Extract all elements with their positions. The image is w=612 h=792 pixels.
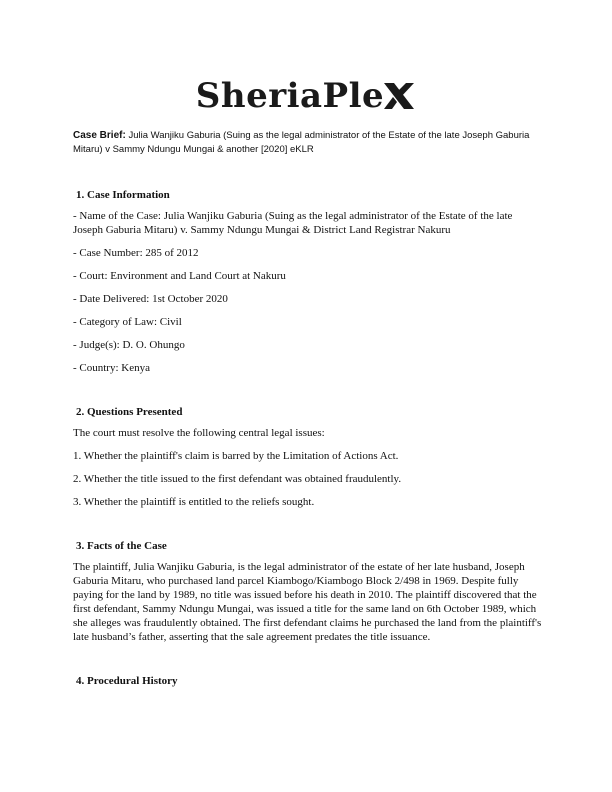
facts-paragraph: The plaintiff, Julia Wanjiku Gaburia, is the legal administrator of the estate of her late husband, Joseph Gaburia Mitaru, who purchased land parcel Kiambogo/Kiambogo Block 2/498 in 1969. Despite fully paying for the land by 1989, no title was issued before his death in 2010. The plaintiff discovered that the first defendant, Sammy Ndungu Mungai, was issued a title for the same land on 6th October 1989, which she alleges was fraudulently obtained. The first defendant claims he purchased the land from the plaintiff's late husband’s father, asserting that the sale agreement predates the title issuance. xyxy=(73,561,542,643)
document-body xyxy=(73,188,543,688)
country: - Country: Kenya xyxy=(73,362,150,374)
section-questions-presented xyxy=(73,405,543,509)
case-brief-title xyxy=(73,129,553,156)
question-item: 1. Whether the plaintiff's claim is barred by the Limitation of Actions Act. xyxy=(73,450,399,462)
questions-intro: The court must resolve the following central legal issues: xyxy=(73,427,325,439)
date-delivered: - Date Delivered: 1st October 2020 xyxy=(73,293,228,305)
logo-text: SheriaPle xyxy=(195,76,385,116)
logo-x-mark-icon xyxy=(382,81,416,111)
section-procedural-history xyxy=(73,674,543,688)
judges: - Judge(s): D. O. Ohungo xyxy=(73,339,185,351)
court: - Court: Environment and Land Court at Nakuru xyxy=(73,270,286,282)
sheriaplex-logo xyxy=(0,76,612,122)
case-name: - Name of the Case: Julia Wanjiku Gaburia (Suing as the legal administrator of the Estate of the late Joseph Gaburia Mitaru) v. Sammy Ndungu Mungai & District Land Registrar Nakuru xyxy=(73,210,513,236)
section-heading: 1. Case Information xyxy=(76,189,170,201)
section-case-information xyxy=(73,188,543,375)
section-heading: 4. Procedural History xyxy=(76,675,178,687)
category-of-law: - Category of Law: Civil xyxy=(73,316,182,328)
question-item: 3. Whether the plaintiff is entitled to the reliefs sought. xyxy=(73,496,315,508)
section-heading: 3. Facts of the Case xyxy=(76,540,167,552)
question-item: 2. Whether the title issued to the first defendant was obtained fraudulently. xyxy=(73,473,402,485)
section-facts xyxy=(73,539,543,644)
section-heading: 2. Questions Presented xyxy=(76,406,183,418)
case-number: - Case Number: 285 of 2012 xyxy=(73,247,199,259)
case-brief-text: Julia Wanjiku Gaburia (Suing as the legal administrator of the Estate of the late Joseph Gaburia Mitaru) v Sammy Ndungu Mungai & another [2020] eKLR xyxy=(73,130,530,155)
case-brief-label: Case Brief: xyxy=(73,130,126,141)
